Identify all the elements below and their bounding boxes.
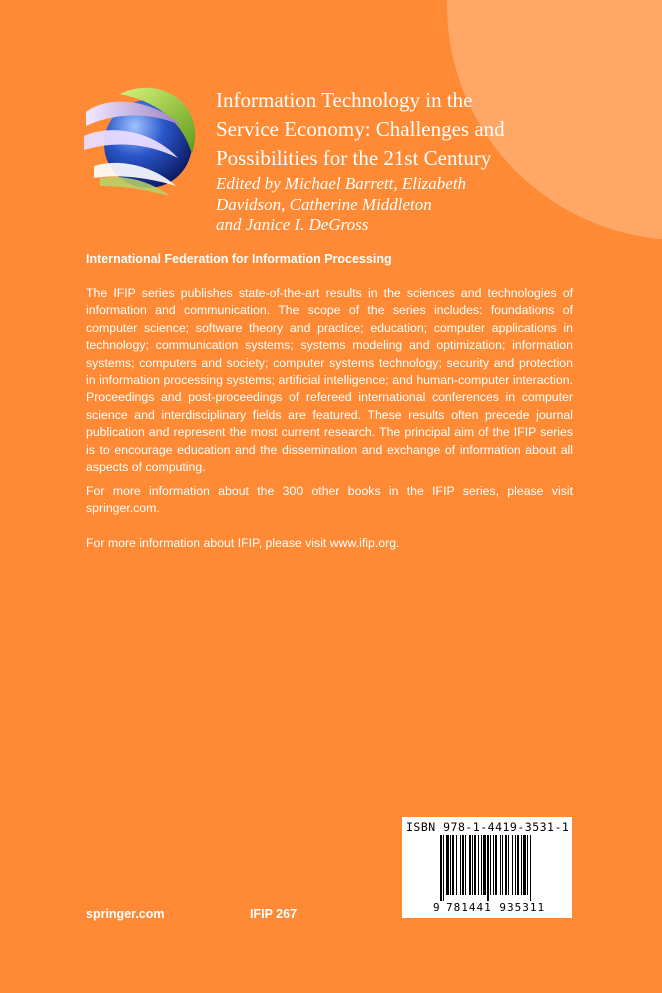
- barcode-bar: [443, 835, 444, 901]
- barcode-first-digit: 9: [433, 901, 440, 914]
- barcode-bar: [481, 835, 482, 895]
- barcode-bar: [523, 835, 526, 895]
- barcode-bar: [512, 835, 513, 895]
- barcode-bar: [460, 835, 461, 895]
- barcode-bar: [521, 835, 522, 895]
- editors-line: and Janice I. DeGross: [216, 215, 369, 234]
- barcode-bar: [490, 835, 491, 895]
- barcode-bar: [456, 835, 457, 895]
- series-number: IFIP 267: [250, 907, 298, 921]
- barcode-bar: [515, 835, 516, 895]
- title-line: Information Technology in the: [216, 88, 473, 112]
- isbn-label: ISBN 978-1-4419-3531-1: [406, 820, 570, 834]
- book-title: [216, 86, 616, 173]
- barcode-bar: [493, 835, 494, 895]
- barcode-bar: [469, 835, 471, 895]
- title-line: Possibilities for the 21st Century: [216, 146, 492, 170]
- editors-credit: [216, 174, 616, 236]
- barcode-bar: [508, 835, 509, 895]
- barcode-bar: [450, 835, 451, 895]
- barcode-digits: 781441 935311: [446, 901, 546, 914]
- barcode-bar: [505, 835, 507, 895]
- barcode-bar: [495, 835, 497, 895]
- barcode-bar: [478, 835, 479, 895]
- barcode-bar: [474, 835, 476, 895]
- barcode-bar: [517, 835, 519, 895]
- barcode-bar: [446, 835, 449, 895]
- barcode-bar: [502, 835, 503, 895]
- publisher-link: springer.com: [86, 907, 165, 921]
- title-line: Service Economy: Challenges and: [216, 117, 505, 141]
- more-books-paragraph: For more information about the 300 other books in the IFIP series, please visit springer.com.: [86, 484, 573, 516]
- barcode-bar: [465, 835, 466, 895]
- barcode-bar: [440, 835, 442, 901]
- barcode-bar: [452, 835, 454, 895]
- globe-swirl-logo-icon: [80, 74, 208, 202]
- isbn-barcode: [402, 817, 572, 918]
- editors-line: Davidson, Catherine Middleton: [216, 194, 432, 214]
- barcode-bar: [462, 835, 464, 895]
- editors-line: Edited by Michael Barrett, Elizabeth: [216, 174, 467, 193]
- series-heading: International Federation for Information Processing: [86, 252, 392, 266]
- barcode-bars: [440, 835, 566, 901]
- series-description-paragraph: The IFIP series publishes state-of-the-art results in the sciences and technologies of information and communication. The scope of the series includes: foundations of computer science; software theory and practice; education; computer applications in technology; communication systems; systems modeling and optimization; information systems; computers and society; computer systems technology; security and protection in information processing systems; artificial intelligence; and human-computer interaction. Proceedings and post-proceedings of refereed international conferences in computer science and interdisciplinary fields are featured. These results often precede journal publication and represent the most current research. The principal aim of the IFIP series is to encourage education and the dissemination and exchange of information about all aspects of computing.: [86, 286, 573, 475]
- barcode-bar: [500, 835, 501, 895]
- barcode-bar: [530, 835, 531, 901]
- barcode-bar: [487, 835, 489, 901]
- barcode-bar: [483, 835, 486, 895]
- barcode-bar: [472, 835, 473, 895]
- barcode-bar: [527, 835, 528, 895]
- ifip-info-paragraph: For more information about IFIP, please visit www.ifip.org.: [86, 536, 400, 550]
